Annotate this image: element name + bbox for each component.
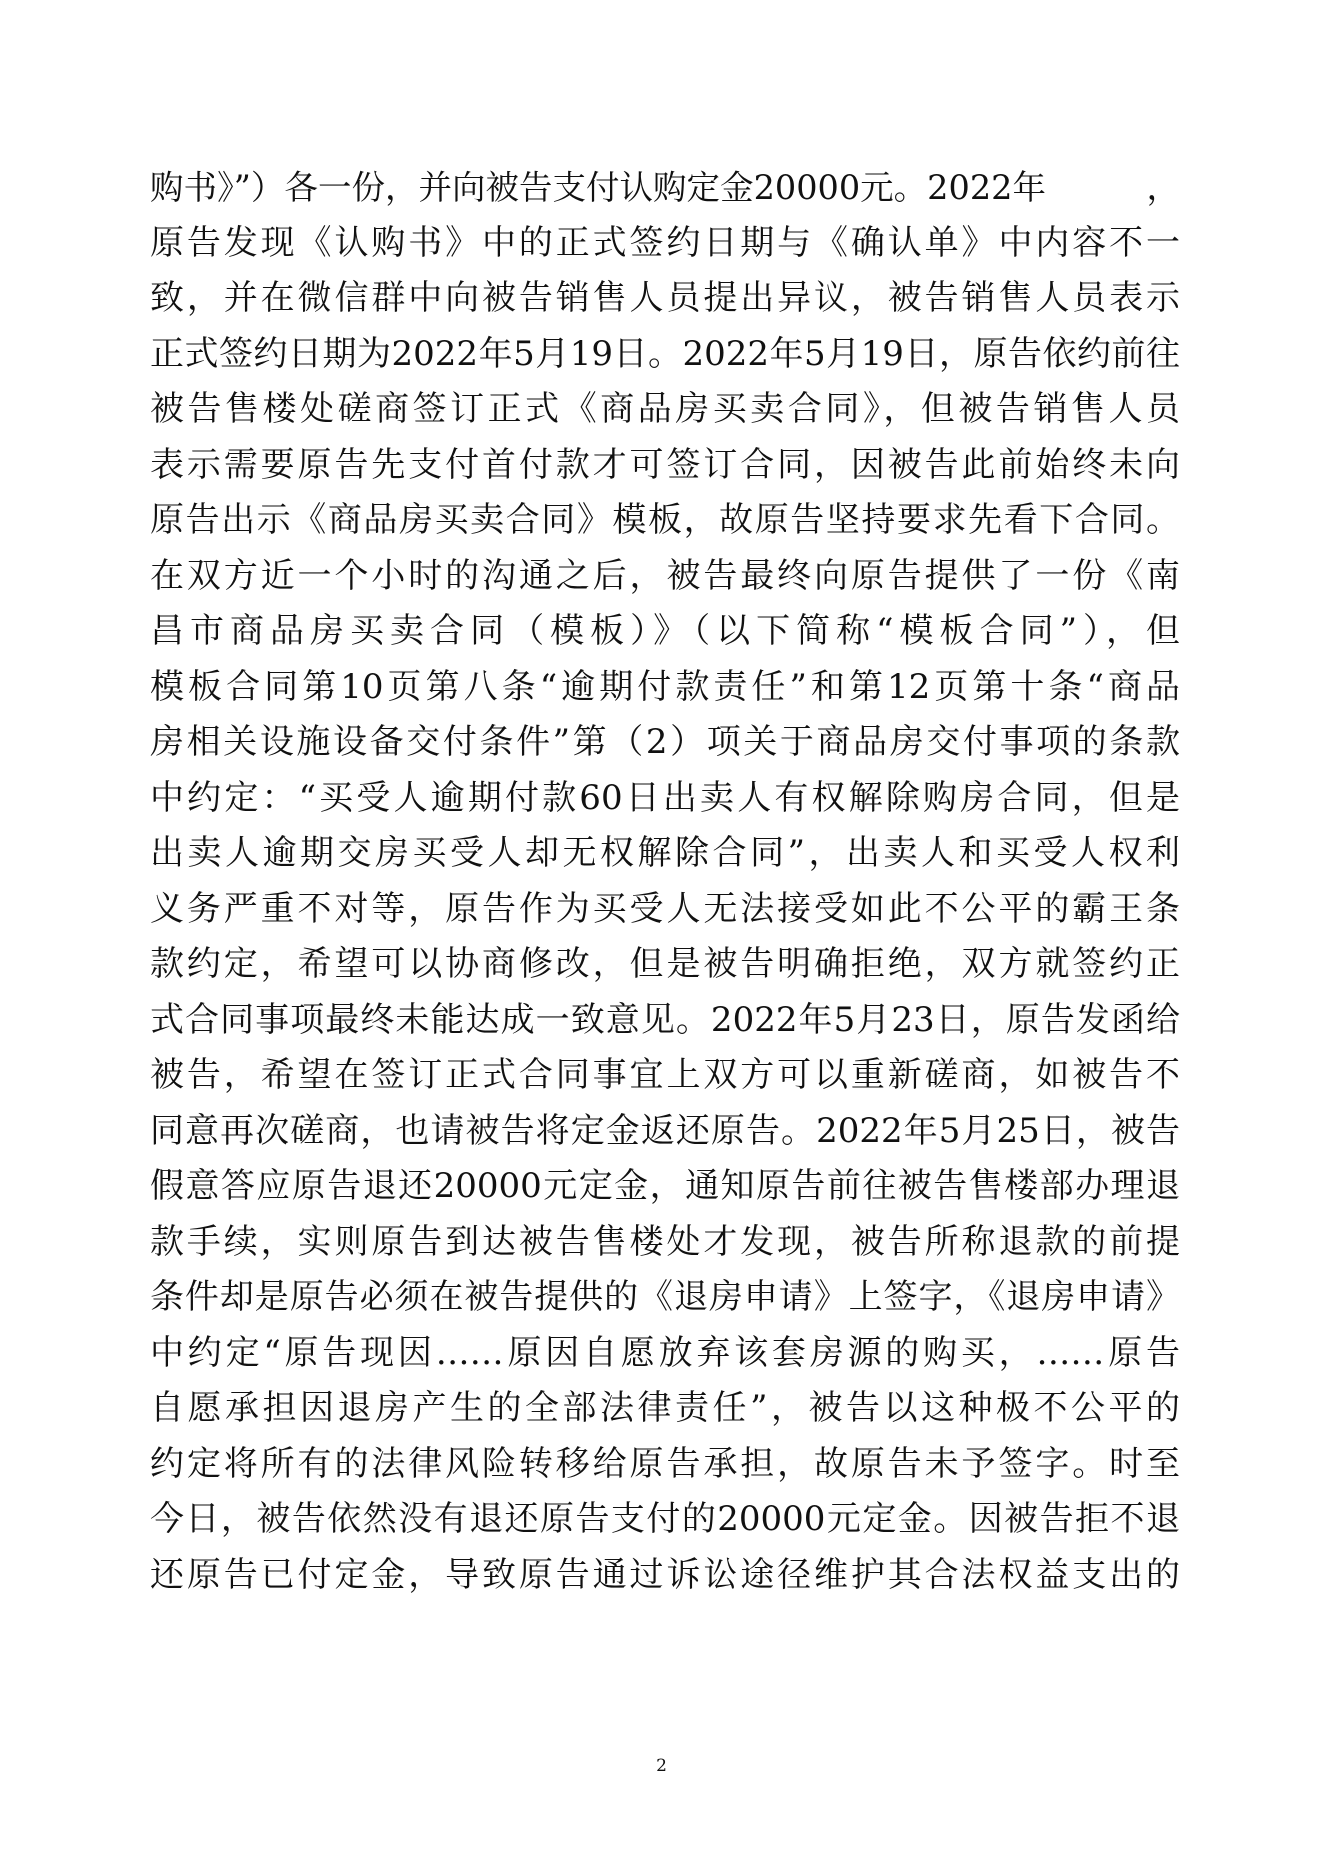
text-line: 原告出示《商品房买卖合同》模板，故原告坚持要求先看下合同。	[150, 500, 1180, 540]
text-line: 今日，被告依然没有退还原告支付的20000元定金。因被告拒不退	[150, 1499, 1180, 1539]
text-line: 昌市商品房买卖合同（模板）》（以下简称“模板合同”），但	[150, 611, 1180, 651]
text-line: 同意再次磋商，也请被告将定金返还原告。2022年5月25日，被告	[150, 1110, 1180, 1151]
text-line: 自愿承担因退房产生的全部法律责任”，被告以这种极不公平的	[150, 1388, 1180, 1428]
text-line: 还原告已付定金，导致原告通过诉讼途径维护其合法权益支出的	[150, 1554, 1180, 1595]
text-line: 中约定：“买受人逾期付款60日出卖人有权解除购房合同，但是	[150, 777, 1180, 818]
text-line: 出卖人逾期交房买受人却无权解除合同”，出卖人和买受人权利	[150, 833, 1180, 873]
text-line: 表示需要原告先支付首付款才可签订合同，因被告此前始终未向	[150, 444, 1180, 485]
text-line: 被告，希望在签订正式合同事宜上双方可以重新磋商，如被告不	[150, 1055, 1180, 1095]
text-line: 在双方近一个小时的沟通之后，被告最终向原告提供了一份《南	[150, 555, 1180, 596]
page-number: 2	[656, 1756, 667, 1776]
body-text	[150, 160, 1180, 1603]
text-line: 被告售楼处磋商签订正式《商品房买卖合同》，但被告销售人员	[150, 389, 1180, 429]
text-line: 款约定，希望可以协商修改，但是被告明确拒绝，双方就签约正	[150, 944, 1180, 984]
text-line: 模板合同第10页第八条“逾期付款责任”和第12页第十条“商品	[150, 666, 1180, 707]
text-line: 正式签约日期为2022年5月19日。2022年5月19日，原告依约前往	[150, 333, 1180, 374]
text-line: 中约定“原告现因……原因自愿放弃该套房源的购买，……原告	[150, 1332, 1180, 1373]
text-line: 致，并在微信群中向被告销售人员提出异议，被告销售人员表示	[150, 278, 1180, 318]
text-line: 义务严重不对等，原告作为买受人无法接受如此不公平的霸王条	[150, 888, 1180, 929]
text-line: 原告发现《认购书》中的正式签约日期与《确认单》中内容不一	[150, 222, 1180, 263]
text-line: 假意答应原告退还20000元定金，通知原告前往被告售楼部办理退	[150, 1166, 1180, 1206]
text-line: 款手续，实则原告到达被告售楼处才发现，被告所称退款的前提	[150, 1221, 1180, 1262]
text-line: 房相关设施设备交付条件”第（2）项关于商品房交付事项的条款	[150, 722, 1180, 762]
text-line: 约定将所有的法律风险转移给原告承担，故原告未予签字。时至	[150, 1443, 1180, 1484]
text-line: 式合同事项最终未能达成一致意见。2022年5月23日，原告发函给	[150, 999, 1180, 1040]
text-line: 条件却是原告必须在被告提供的《退房申请》上签字，《退房申请》	[150, 1277, 1180, 1317]
text-line: 购书》”）各一份，并向被告支付认购定金20000元。2022年 ，	[150, 168, 1180, 207]
